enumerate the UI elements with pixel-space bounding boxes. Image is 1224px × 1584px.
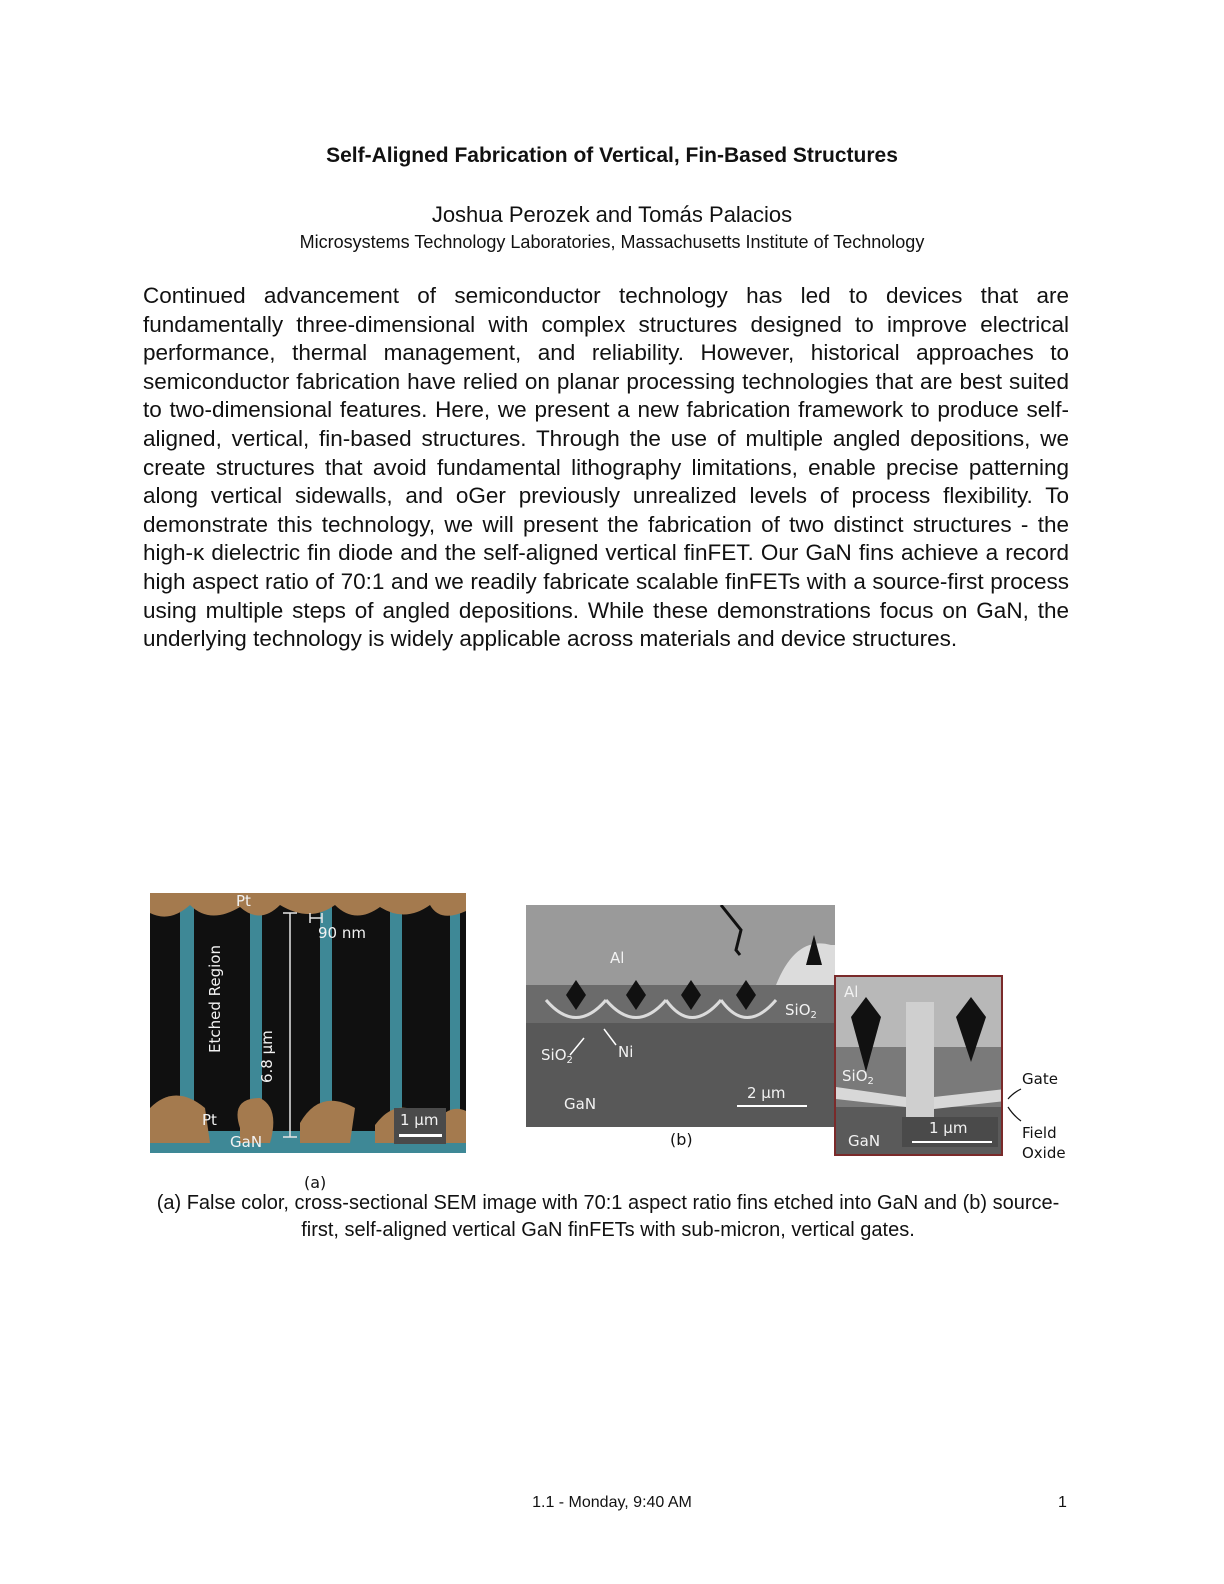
affiliation: Microsystems Technology Laboratories, Massachusetts Institute of Technology — [299, 232, 925, 252]
annotation-arrows — [1003, 1085, 1025, 1125]
label-etched-region: Etched Region — [206, 945, 224, 1053]
scalebar-b — [737, 1105, 807, 1107]
page-number: 1 — [1058, 1494, 1067, 1511]
label-sio2-c: SiO$_2$ — [842, 1067, 874, 1087]
scalebar-a — [399, 1134, 442, 1137]
sem-image-a — [150, 893, 466, 1153]
label-sio2-b-right: SiO$_2$ — [785, 1001, 817, 1021]
scalebar-label-a: 1 µm — [400, 1111, 439, 1129]
scalebar-c — [912, 1141, 992, 1143]
abstract: Continued advancement of semiconductor technology has led to devices that are fundamentally three-dimensional with complex structures designed to improve electrical performance, thermal management, and reliability. However, historical approaches to semiconductor fabrication have relied on planar processing technologies that are best suited to two-dimensional features. Here, we present a new fabrication framework to produce self-aligned, vertical, fin-based structures. Through the use of multiple angled depositions, we create structures that avoid fundamental lithography limitations, enable precise patterning along vertical sidewalls, and oGer previously unrealized levels of process flexibility. To demonstrate this technology, we will present the fabrication of two distinct structures - the high-κ dielectric fin diode and the self-aligned vertical finFET. Our GaN fins achieve a record high aspect ratio of 70:1 and we readily fabricate scalable finFETs with a source-first process using multiple steps of angled depositions. While these demonstrations focus on GaN, the underlying technology is widely applicable across materials and device structures. — [143, 283, 1069, 652]
scalebar-label-c: 1 µm — [929, 1119, 968, 1137]
label-sio2-b-left: SiO$_2$ — [541, 1046, 573, 1066]
sem-image-b-inset — [834, 975, 1003, 1156]
label-gate: Gate — [1022, 1070, 1058, 1088]
authors: Joshua Perozek and Tomás Palacios — [431, 202, 793, 227]
label-height: 6.8 µm — [258, 1030, 276, 1083]
label-al-b: Al — [610, 949, 625, 967]
label-90nm: 90 nm — [318, 924, 366, 942]
scalebar-label-b: 2 µm — [747, 1084, 786, 1102]
paper-title: Self-Aligned Fabrication of Vertical, Fin-Based Structures — [326, 144, 898, 167]
panel-label-b: (b) — [670, 1130, 693, 1149]
label-pt-bottom: Pt — [202, 1111, 217, 1129]
label-gan-b: GaN — [564, 1095, 597, 1113]
label-ni-b: Ni — [618, 1043, 634, 1061]
panel-label-a: (a) — [304, 1173, 327, 1192]
sem-image-b — [526, 905, 835, 1127]
label-gan-a: GaN — [230, 1133, 263, 1151]
figure-caption: (a) False color, cross-sectional SEM image with 70:1 aspect ratio fins etched into GaN and (b) source-first, self-aligned vertical GaN finFETs with sub-micron, vertical gates. — [156, 1192, 1060, 1241]
label-pt-top: Pt — [236, 893, 251, 910]
footer-session: 1.1 - Monday, 9:40 AM — [532, 1494, 692, 1511]
label-al-c: Al — [844, 983, 859, 1001]
label-field-oxide: Field Oxide — [1022, 1124, 1066, 1162]
label-gan-c: GaN — [848, 1132, 881, 1150]
